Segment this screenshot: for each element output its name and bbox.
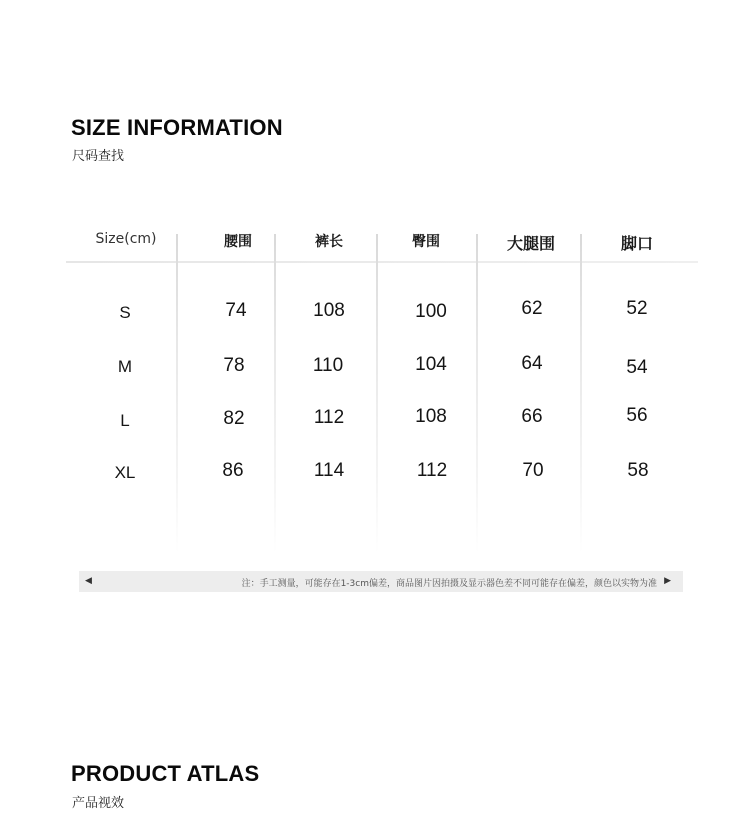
waist-cell: 74 (225, 300, 247, 321)
column-divider (476, 234, 478, 554)
header-length: 裤长 (315, 234, 343, 250)
header-waist: 腰围 (224, 234, 252, 250)
column-divider (176, 234, 178, 554)
leg-opening-cell: 54 (626, 357, 648, 378)
leg-opening-cell: 56 (626, 405, 648, 426)
size-cell: M (117, 357, 133, 376)
size-information-title: SIZE INFORMATION (71, 115, 283, 140)
header-leg-opening: 脚口 (620, 234, 653, 253)
thigh-cell: 62 (521, 298, 543, 319)
waist-cell: 86 (222, 460, 244, 481)
size-cell: XL (114, 463, 136, 482)
hip-cell: 108 (415, 406, 447, 427)
column-divider (274, 234, 276, 554)
product-atlas-title: PRODUCT ATLAS (71, 761, 260, 786)
thigh-cell: 64 (521, 353, 543, 374)
size-cell: L (120, 411, 130, 430)
length-cell: 108 (313, 300, 345, 321)
leg-opening-cell: 52 (626, 298, 648, 319)
hip-cell: 100 (415, 301, 447, 322)
measurement-note-text: 注：手工测量，可能存在1-3cm偏差，商品图片因拍摄及显示器色差不同可能存在偏差，颜色以实物为准 (241, 579, 657, 589)
thigh-cell: 66 (521, 406, 543, 427)
product-atlas-subtitle: 产品视效 (72, 796, 125, 811)
header-divider (66, 261, 698, 263)
right-arrow-icon[interactable]: ▶ (664, 575, 671, 585)
size-information-subtitle: 尺码查找 (72, 149, 125, 164)
thigh-cell: 70 (522, 460, 544, 481)
leg-opening-cell: 58 (627, 460, 649, 481)
header-size: Size(cm) (95, 231, 157, 247)
column-divider (376, 234, 378, 554)
waist-cell: 78 (223, 355, 245, 376)
length-cell: 114 (313, 460, 345, 481)
waist-cell: 82 (223, 408, 245, 429)
size-cell: S (119, 303, 131, 322)
column-divider (580, 234, 582, 554)
hip-cell: 112 (416, 460, 448, 481)
header-hip: 臀围 (412, 234, 440, 250)
measurement-note-bar (79, 571, 683, 592)
length-cell: 110 (312, 355, 344, 376)
header-thigh: 大腿围 (506, 234, 555, 253)
left-arrow-icon[interactable]: ◀ (85, 575, 92, 585)
hip-cell: 104 (415, 354, 447, 375)
length-cell: 112 (313, 407, 345, 428)
